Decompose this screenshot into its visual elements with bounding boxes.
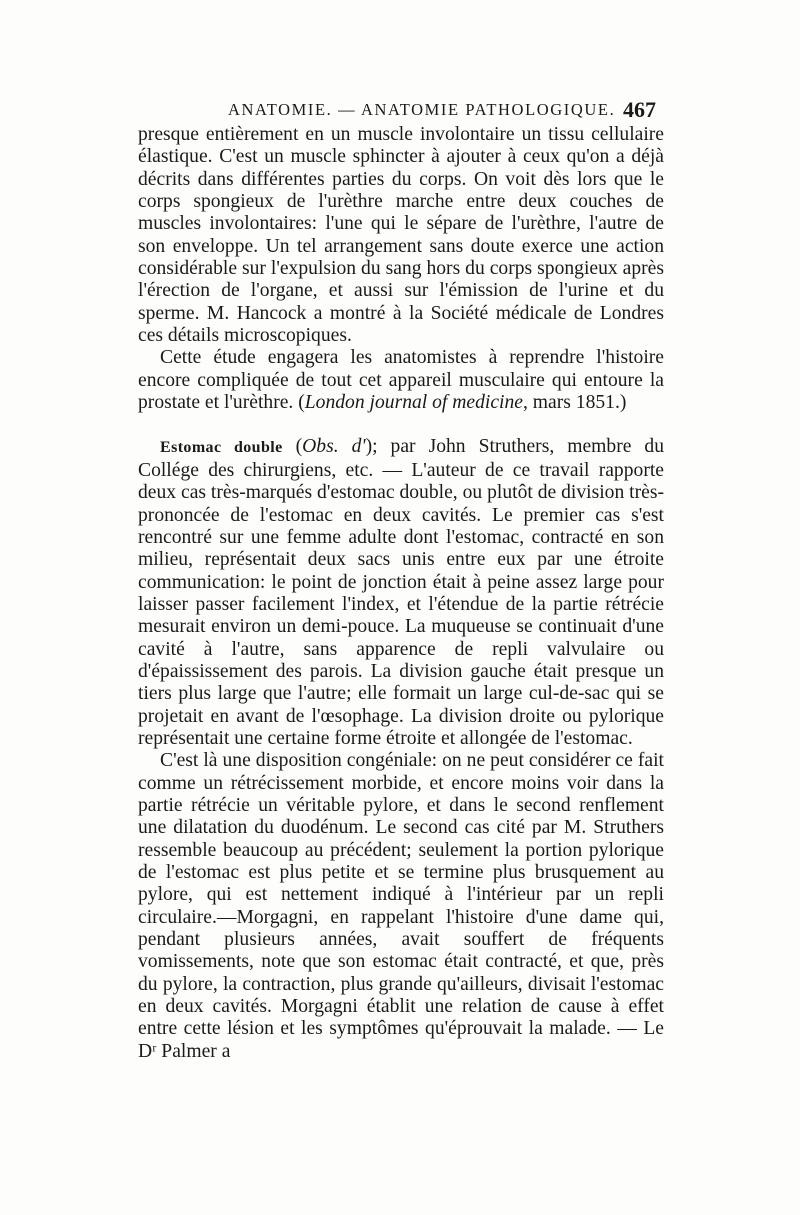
obs-open: (: [282, 436, 303, 458]
running-head: ANATOMIE. — ANATOMIE PATHOLOGIQUE.: [228, 100, 616, 119]
source-citation: London journal of medicine: [304, 392, 523, 414]
body-text: [138, 124, 664, 1063]
page-number: 467: [623, 97, 656, 122]
paragraph-congenital: C'est là une disposition congéniale: on ne peut considérer ce fait comme un rétrécissement morbide, et encore moins voir dans la partie rétrécie un véritable pylore, et dans le second renflement une dilatation du duodénum. Le second cas cité par M. Struthers ressemble beaucoup au précédent; seulement la portion pylorique de l'estomac est plus petite et se termine plus brusquement au pylore, qui est nettement indiqué à l'intérieur par un repli circulaire.—Morgagni, en rappelant l'histoire d'une dame qui, pendant plusieurs années, avait souffert de fréquents vomissements, note que son estomac était contracté, et que, près du pylore, la contraction, plus grande qu'ailleurs, divisait l'estomac en deux cavités. Morgagni établit une relation de cause à effet entre cette lésion et les symptômes qu'éprouvait la malade. — Le Dʳ Palmer a: [138, 750, 664, 1062]
paragraph-continuation: presque entièrement en un muscle involontaire un tissu cellulaire élastique. C'est un muscle sphincter à ajouter à ceux qu'on a déjà décrits dans différentes parties du corps. On voit dès lors que le corps spongieux de l'urèthre marche entre deux couches de muscles involontaires: l'une qui le sépare de l'urèthre, l'autre de son enveloppe. Un tel arrangement sans doute exerce une action considérable sur l'expulsion du sang hors du corps spongieux après l'érection de l'organe, et aussi sur l'émission de l'urine et du sperme. M. Hancock a montré à la Société médicale de Londres ces détails microscopiques.: [138, 124, 664, 347]
section-term: Estomac double: [160, 439, 283, 457]
page-header: [140, 97, 662, 125]
paragraph-study: [138, 347, 664, 414]
paragraph-estomac-text: ); par John Struthers, membre du Collége des chirurgiens, etc. — L'auteur de ce travail rapporte deux cas très-marqués d'estomac double, ou plutôt de division très-prononcée de l'estomac en deux cavités. Le premier cas s'est rencontré sur une femme adulte dont l'estomac, contracté en son milieu, représentait deux sacs unis entre eux par une étroite communication: le point de jonction était à peine assez large pour laisser passer facilement l'index, et l'étendue de la partie rétrécie mesurait environ un demi-pouce. La muqueuse se continuait d'une cavité à l'autre, sans apparence de repli valvulaire ou d'épaississement des parois. La division gauche était presque un tiers plus large que l'autre; elle formait un large cul-de-sac qui se projetait en avant de l'œsophage. La division droite ou pylorique représentait une certaine forme étroite et allongée de l'estomac.: [138, 436, 665, 749]
paragraph-study-text: Cette étude engagera les anatomistes à reprendre l'histoire encore compliquée de tout cet appareil musculaire qui entoure la prostate et l'urèthre. (: [138, 347, 664, 414]
citation-date: , mars 1851.): [523, 392, 627, 414]
obs-reference: Obs. d': [302, 436, 366, 458]
paragraph-estomac-double: [138, 436, 664, 750]
